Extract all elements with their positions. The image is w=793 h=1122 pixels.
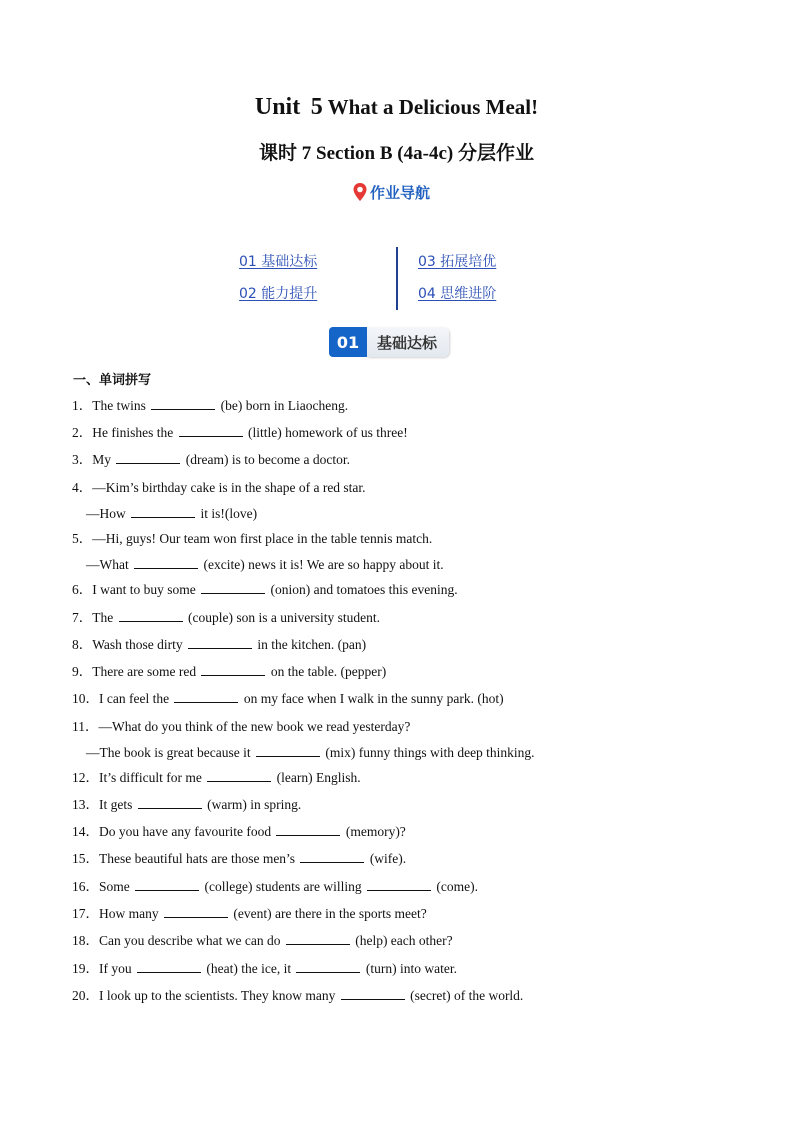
answer-blank[interactable] [138, 796, 202, 809]
question-7: 7．The (couple) son is a university student. [72, 610, 380, 625]
answer-blank[interactable] [164, 905, 228, 918]
answer-blank[interactable] [341, 987, 405, 1000]
answer-blank[interactable] [286, 932, 350, 945]
question-10: 10．I can feel the on my face when I walk in the sunny park. (hot) [72, 691, 504, 706]
answer-blank[interactable] [179, 424, 243, 437]
nav-link-ability[interactable]: 02 能力提升 [239, 286, 318, 302]
question-2: 2．He finishes the (little) homework of us three! [72, 425, 408, 440]
title-lesson-name: What a Delicious Meal! [327, 95, 539, 119]
question-11-reply: —The book is great because it (mix) funny things with deep thinking. [86, 745, 535, 760]
answer-blank[interactable] [207, 769, 271, 782]
answer-blank[interactable] [188, 636, 252, 649]
question-19: 19．If you (heat) the ice, it (turn) into water. [72, 961, 457, 976]
answer-blank[interactable] [135, 878, 199, 891]
answer-blank[interactable] [296, 960, 360, 973]
question-11: 11．—What do you think of the new book we read yesterday? [72, 719, 411, 734]
question-17: 17．How many (event) are there in the sports meet? [72, 906, 427, 921]
question-4: 4．—Kim’s birthday cake is in the shape of a red star. [72, 480, 366, 495]
location-pin-icon [352, 182, 368, 202]
title-unit-number: 5 [310, 94, 323, 120]
section-label: 基础达标 [367, 327, 449, 357]
answer-blank[interactable] [276, 823, 340, 836]
document-title [0, 94, 793, 121]
answer-blank[interactable] [134, 556, 198, 569]
question-8: 8．Wash those dirty in the kitchen. (pan) [72, 637, 367, 652]
question-5-reply: —What (excite) news it is! We are so happy about it. [86, 557, 444, 572]
answer-blank[interactable] [300, 850, 364, 863]
question-20: 20．I look up to the scientists. They know many (secret) of the world. [72, 988, 524, 1003]
answer-blank[interactable] [174, 690, 238, 703]
question-1: 1．The twins (be) born in Liaocheng. [72, 398, 349, 413]
answer-blank[interactable] [151, 397, 215, 410]
nav-title: 作业导航 [370, 183, 431, 202]
homework-nav-header [352, 181, 430, 203]
answer-blank[interactable] [367, 878, 431, 891]
answer-blank[interactable] [131, 505, 195, 518]
question-18: 18．Can you describe what we can do (help) each other? [72, 933, 453, 948]
title-unit: Unit [254, 94, 301, 120]
question-15: 15．These beautiful hats are those men’s (wife). [72, 851, 407, 866]
question-4-reply: —How it is!(love) [86, 506, 258, 521]
question-16: 16．Some (college) students are willing (come). [72, 879, 478, 894]
nav-link-thinking[interactable]: 04 思维进阶 [418, 286, 497, 302]
part-heading: 一、单词拼写 [73, 373, 152, 388]
question-3: 3．My (dream) is to become a doctor. [72, 452, 350, 467]
question-14: 14．Do you have any favourite food (memory)? [72, 824, 406, 839]
question-5: 5．—Hi, guys! Our team won first place in the table tennis match. [72, 531, 433, 546]
answer-blank[interactable] [256, 744, 320, 757]
section-number: 01 [329, 327, 367, 357]
answer-blank[interactable] [116, 451, 180, 464]
nav-link-basic[interactable]: 01 基础达标 [239, 254, 318, 270]
answer-blank[interactable] [137, 960, 201, 973]
answer-blank[interactable] [201, 581, 265, 594]
question-6: 6．I want to buy some (onion) and tomatoes this evening. [72, 582, 458, 597]
nav-divider [396, 247, 398, 310]
question-9: 9．There are some red on the table. (pepper) [72, 664, 387, 679]
question-12: 12．It’s difficult for me (learn) English. [72, 770, 361, 785]
answer-blank[interactable] [119, 609, 183, 622]
nav-link-extension[interactable]: 03 拓展培优 [418, 254, 497, 270]
answer-blank[interactable] [201, 663, 265, 676]
document-subtitle: 课时 7 Section B (4a-4c) 分层作业 [259, 143, 534, 164]
section-badge [329, 327, 449, 357]
question-13: 13．It gets (warm) in spring. [72, 797, 302, 812]
